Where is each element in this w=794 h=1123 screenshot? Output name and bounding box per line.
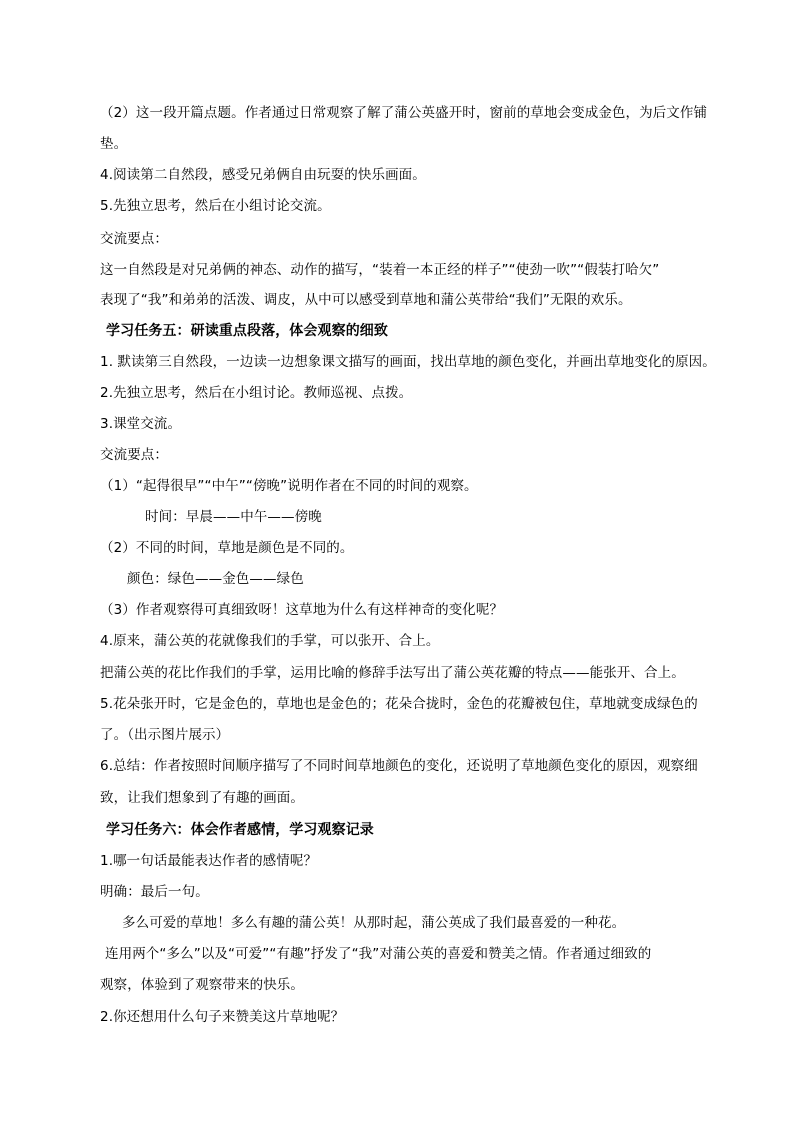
text-line: 把蒲公英的花比作我们的手掌，运用比喻的修辞手法写出了蒲公英花瓣的特点——能张开、合上。 — [100, 665, 685, 681]
text-line: 交流要点： — [100, 447, 168, 463]
text-line: 表现了“我”和弟弟的活泼、调皮，从中可以感受到草地和蒲公英带给“我们”无限的欢乐。 — [100, 292, 632, 308]
text-line: 2.你还想用什么句子来赞美这片草地呢？ — [100, 1009, 345, 1025]
text-line: 多么可爱的草地！多么有趣的蒲公英！从那时起，蒲公英成了我们最喜爱的一种花。 — [122, 915, 626, 931]
text-line: 观察，体验到了观察带来的快乐。 — [100, 977, 304, 993]
text-line: 颜色：绿色——金色——绿色 — [127, 571, 304, 587]
text-line: （3）作者观察得可真细致呀！这草地为什么有这样神奇的变化呢？ — [100, 602, 504, 618]
section-heading-task-6: 学习任务六：体会作者感情，学习观察记录 — [106, 822, 374, 838]
section-heading-task-5: 学习任务五：研读重点段落，体会观察的细致 — [106, 323, 388, 339]
text-line: （2）不同的时间，草地是颜色是不同的。 — [100, 540, 354, 556]
text-line: 3.课堂交流。 — [100, 416, 182, 432]
text-line: 1. 默读第三自然段，一边读一边想象课文描写的画面，找出草地的颜色变化，并画出草地变化的原因。 — [100, 354, 716, 370]
text-line: 1.哪一句话最能表达作者的感情呢？ — [100, 853, 318, 869]
text-line: 垫。 — [100, 136, 128, 152]
text-line: 这一自然段是对兄弟俩的神态、动作的描写，“装着一本正经的样子”“使劲一吹”“假装打哈欠” — [100, 262, 660, 278]
text-line: 连用两个“多么”以及“可爱”“有趣”抒发了“我”对蒲公英的喜爱和赞美之情。作者通过细致的 — [105, 946, 652, 962]
text-line: 5.花朵张开时，它是金色的，草地也是金色的；花朵合拢时，金色的花瓣被包住，草地就变成绿色的 — [100, 696, 698, 712]
text-line: 致，让我们想象到了有趣的画面。 — [100, 790, 304, 806]
text-line: 交流要点： — [100, 231, 168, 247]
text-line: 4.原来，蒲公英的花就像我们的手掌，可以张开、合上。 — [100, 633, 440, 649]
text-line: （1）“起得很早”“中午”“傍晚”说明作者在不同的时间的观察。 — [100, 478, 478, 494]
text-line: 了。（出示图片展示） — [100, 727, 230, 743]
text-line: 明确：最后一句。 — [100, 884, 209, 900]
text-line: 4.阅读第二自然段，感受兄弟俩自由玩耍的快乐画面。 — [100, 167, 426, 183]
text-line: 时间：早晨——中午——傍晚 — [145, 509, 322, 525]
text-line: 2.先独立思考，然后在小组讨论。教师巡视、点拨。 — [100, 385, 413, 401]
text-line: （2）这一段开篇点题。作者通过日常观察了解了蒲公英盛开时，窗前的草地会变成金色，为后文作铺 — [100, 105, 708, 121]
text-line: 5.先独立思考，然后在小组讨论交流。 — [100, 198, 331, 214]
text-line: 6.总结：作者按照时间顺序描写了不同时间草地颜色的变化，还说明了草地颜色变化的原因，观察细 — [100, 758, 698, 774]
